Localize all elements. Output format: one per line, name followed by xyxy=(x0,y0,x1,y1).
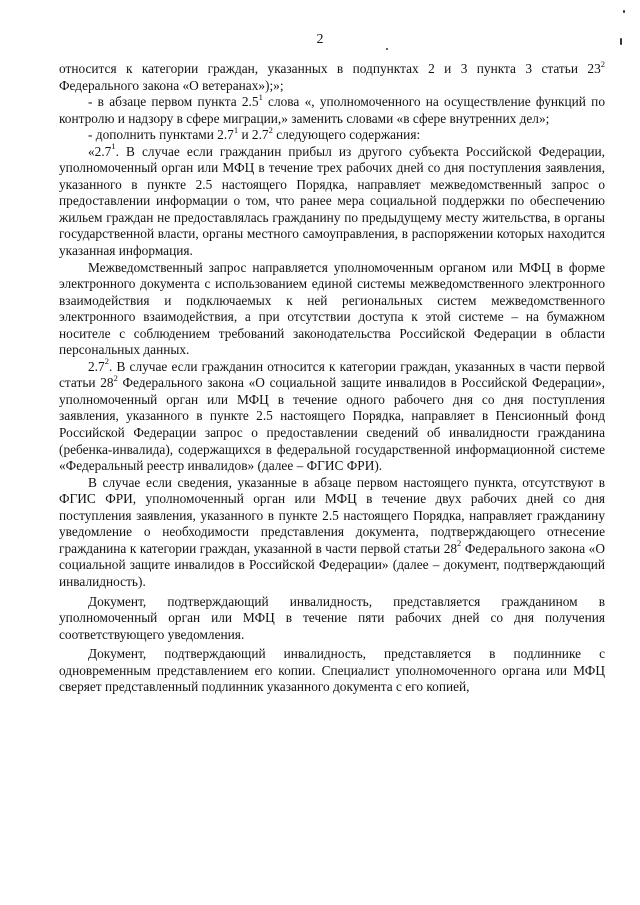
paragraph-p6 xyxy=(59,356,605,475)
paragraph-p8 xyxy=(59,594,605,644)
text-run: - в абзаце первом пункта 2.5 xyxy=(88,94,259,110)
text-run: «2.7 xyxy=(88,143,112,159)
text-run: Документ, подтверждающий инвалидность, представляется в подлиннике с одновременным представлением его копии. Специалист уполномоченного органа или МФЦ сверяет представленный подлинник указанного документа с его копией, xyxy=(59,646,605,695)
paragraph-p1 xyxy=(59,58,605,94)
paragraph-p4 xyxy=(59,141,605,260)
superscript: 2 xyxy=(600,58,605,69)
superscript: 2 xyxy=(104,356,109,367)
superscript: 2 xyxy=(268,124,273,135)
paragraph-p5 xyxy=(59,260,605,359)
text-run: 2.7 xyxy=(88,358,105,374)
text-run: Межведомственный запрос направляется уполномоченным органом или МФЦ в форме электронного документа с использованием единой системы межведомственного электронного взаимодействия и подключаемых к ней региональных систем межведомственного электронного взаимодействия, а при отсутствии доступа к этой системе – на бумажном носителе с соблюдением требований законодательства Российской Федерации в области персональных данных. xyxy=(59,259,605,358)
paragraph-p7 xyxy=(59,475,605,591)
superscript: 1 xyxy=(111,141,116,152)
text-run: Федерального закона «О социальной защите инвалидов в Российской Федерации», уполномоченный орган или МФЦ в течение одного рабочего дня со дня поступления заявления, указанного в пункте 2.5 настоящего Порядка, направляет в Пенсионный фонд Российской Федерации запрос о предоставлении сведений об инвалидности гражданина (ребенка-инвалида), содержащихся в федеральной государственной информационной системе «Федеральный реестр инвалидов» (далее – ФГИС ФРИ). xyxy=(59,375,605,474)
text-run: относится к категории граждан, указанных в подпунктах 2 и 3 пункта 3 статьи 23 xyxy=(59,61,601,76)
paragraph-p3 xyxy=(59,124,605,144)
text-run: Федерального закона «О ветеранах»);»; xyxy=(59,77,284,93)
scan-speck xyxy=(620,38,622,45)
scan-speck xyxy=(623,10,625,13)
page-number: 2 xyxy=(316,32,324,47)
paragraph-p2 xyxy=(59,91,605,127)
paragraph-p9 xyxy=(59,646,605,696)
document-body xyxy=(59,58,605,696)
text-run: . В случае если гражданин прибыл из другого субъекта Российской Федерации, уполномоченный орган или МФЦ в течение трех рабочих дней со дня поступления заявления, указанного в пункте 2.5 настоящего Порядка, направляет межведомственный запрос о предоставлении информации о том, что ранее мера социальной поддержки по обеспечению жильем граждан не предоставлялась гражданину по предыдущему месту жительства, в органы государственной власти, органы местного самоуправления, в распоряжении которых находится указанная информация. xyxy=(59,143,605,259)
text-run: и 2.7 xyxy=(238,127,269,143)
superscript: 1 xyxy=(258,91,263,102)
superscript: 2 xyxy=(457,538,462,549)
text-run: . В случае если гражданин относится к категории граждан, указанных в части первой статьи 28 xyxy=(59,358,605,391)
superscript: 1 xyxy=(233,124,239,135)
scan-speck xyxy=(386,48,388,50)
text-run: Федерального закона «О социальной защите инвалидов в Российской Федерации» (далее – документ, подтверждающий инвалидность). xyxy=(59,540,605,589)
text-run: - дополнить пунктами 2.7 xyxy=(88,127,234,143)
text-run: В случае если сведения, указанные в абзаце первом настоящего пункта, отсутствуют в ФГИС ФРИ, уполномоченный орган или МФЦ в течение двух рабочих дней со дня поступления заявления, указанного в пункте 2.5 настоящего Порядка, направляет гражданину уведомление о необходимости представления документа, подтверждающего отнесение гражданина к категории граждан, указанной в части первой статьи 28 xyxy=(59,474,605,556)
text-run: Документ, подтверждающий инвалидность, представляется гражданином в уполномоченный орган или МФЦ в течение пяти рабочих дней со дня получения соответствующего уведомления. xyxy=(59,593,605,642)
text-run: следующего содержания: xyxy=(272,127,421,143)
text-run: слова «, уполномоченного на осуществление функций по контролю и надзору в сфере миграции,» заменить словами «в сфере внутренних дел»; xyxy=(59,94,605,126)
superscript: 2 xyxy=(113,372,118,383)
